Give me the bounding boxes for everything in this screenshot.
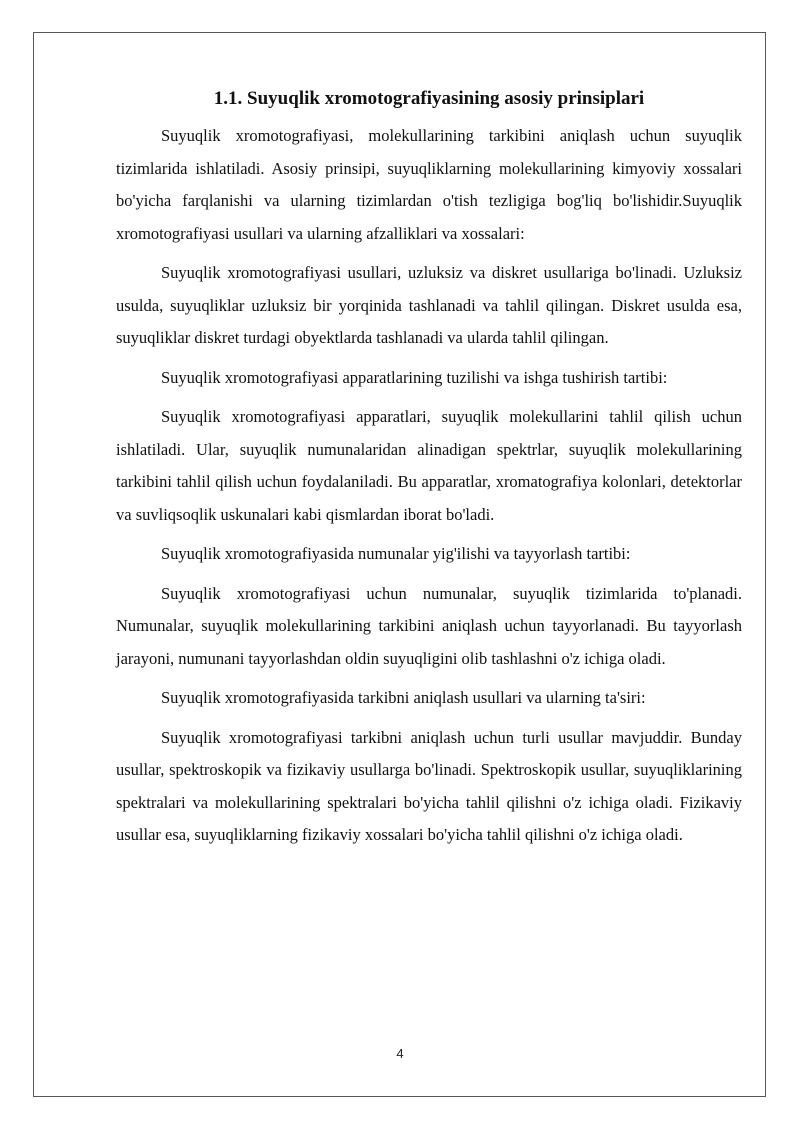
paragraph: Suyuqlik xromotografiyasi usullari, uzluksiz va diskret usullariga bo'linadi. Uzluksiz usulda, suyuqliklar uzluksiz bir yorqinida tashlanadi va tahlil qilingan. Diskret usulda esa, suyuqliklar diskret turdagi obyektlarda tashlanadi va ularda tahlil qilingan.: [116, 263, 742, 347]
page-number: 4: [396, 1046, 404, 1061]
section-heading: 1.1. Suyuqlik xromotografiyasining asosiy prinsiplari: [213, 88, 645, 109]
paragraph: Suyuqlik xromotografiyasida tarkibni aniqlash usullari va ularning ta'siri:: [161, 688, 646, 707]
paragraph: Suyuqlik xromotografiyasi tarkibni aniqlash uchun turli usullar mavjuddir. Bunday usullar, spektroskopik va fizikaviy usullarga bo'linadi. Spektroskopik usullar, suyuqliklarining spektralari va molekullarining spektralari bo'yicha tahlil qilishni o'z ichiga oladi. Fizikaviy usullar esa, suyuqliklarning fizikaviy xossalari bo'yicha tahlil qilishni o'z ichiga oladi.: [116, 727, 742, 844]
paragraph: Suyuqlik xromotografiyasida numunalar yig'ilishi va tayyorlash tartibi:: [161, 544, 631, 563]
paragraph: Suyuqlik xromotografiyasi, molekullarining tarkibini aniqlash uchun suyuqlik tizimlarida ishlatiladi. Asosiy prinsipi, suyuqliklarning molekullarining kimyoviy xossalari bo'yicha farqlanishi va ularning tizimlardan o'tish tezligiga bog'liq bo'lishidir.Suyuqlik xromotografiyasi usullari va ularning afzalliklari va xossalari:: [116, 126, 742, 243]
paragraph: Suyuqlik xromotografiyasi apparatlarining tuzilishi va ishga tushirish tartibi:: [161, 367, 668, 387]
paragraph: Suyuqlik xromotografiyasi apparatlari, suyuqlik molekullarini tahlil qilish uchun ishlatiladi. Ular, suyuqlik numunalaridan alinadigan spektrlar, suyuqlik molekullarining tarkibini tahlil qilish uchun foydalaniladi. Bu apparatlar, xromatografiya kolonlari, detektorlar va suvliqsoqlik uskunalari kabi qismlardan iborat bo'ladi.: [116, 407, 742, 524]
document-body: [116, 84, 742, 859]
paragraph: Suyuqlik xromotografiyasi uchun numunalar, suyuqlik tizimlarida to'planadi. Numunalar, suyuqlik molekullarining tarkibini aniqlash uchun tayyorlanadi. Bu tayyorlash jarayoni, numunani tayyorlashdan oldin suyuqligini olib tashlashni o'z ichiga oladi.: [116, 583, 742, 668]
